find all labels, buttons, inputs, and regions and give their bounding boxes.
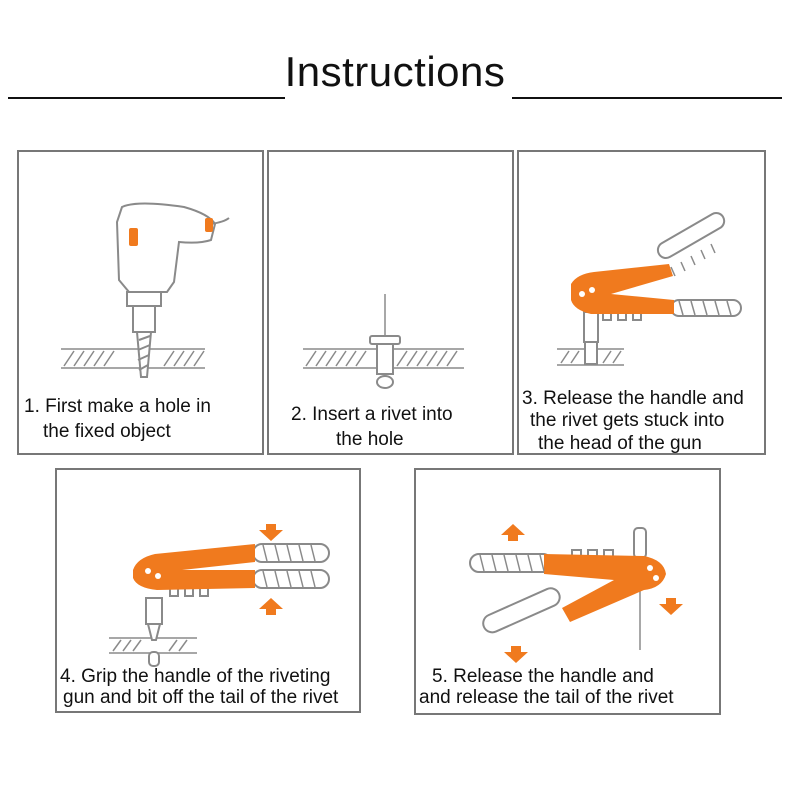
title-rule-left bbox=[8, 97, 285, 99]
step-1-caption bbox=[24, 394, 211, 444]
step-5-caption bbox=[419, 666, 674, 709]
caption-line: 5. Release the handle and bbox=[432, 666, 654, 687]
caption-line: and release the tail of the rivet bbox=[419, 687, 674, 709]
arrow-down-icon bbox=[504, 646, 528, 663]
step-5-panel bbox=[414, 468, 721, 715]
caption-line: the rivet gets stuck into bbox=[530, 410, 725, 432]
step-3-caption bbox=[522, 388, 744, 455]
step-2-panel bbox=[267, 150, 514, 455]
arrow-down-icon bbox=[659, 598, 683, 615]
step-4-panel bbox=[55, 468, 361, 713]
step-2-caption bbox=[291, 402, 453, 452]
page-title: Instructions bbox=[284, 48, 506, 95]
caption-line: gun and bit off the tail of the rivet bbox=[63, 687, 339, 709]
arrow-up-icon bbox=[259, 598, 283, 615]
caption-line: 2. Insert a rivet into bbox=[291, 404, 453, 425]
title-rule-right bbox=[512, 97, 782, 99]
caption-line: the fixed object bbox=[43, 421, 171, 443]
arrow-down-icon bbox=[259, 524, 283, 541]
step-1-panel bbox=[17, 150, 264, 455]
caption-line: the hole bbox=[336, 429, 404, 451]
caption-line: 3. Release the handle and bbox=[522, 388, 744, 409]
step-3-panel bbox=[517, 150, 766, 455]
caption-line: 1. First make a hole in bbox=[24, 396, 211, 417]
step-4-caption bbox=[60, 666, 338, 709]
caption-line: 4. Grip the handle of the riveting bbox=[60, 666, 331, 687]
arrow-up-icon bbox=[501, 524, 525, 541]
caption-line: the head of the gun bbox=[538, 432, 702, 454]
